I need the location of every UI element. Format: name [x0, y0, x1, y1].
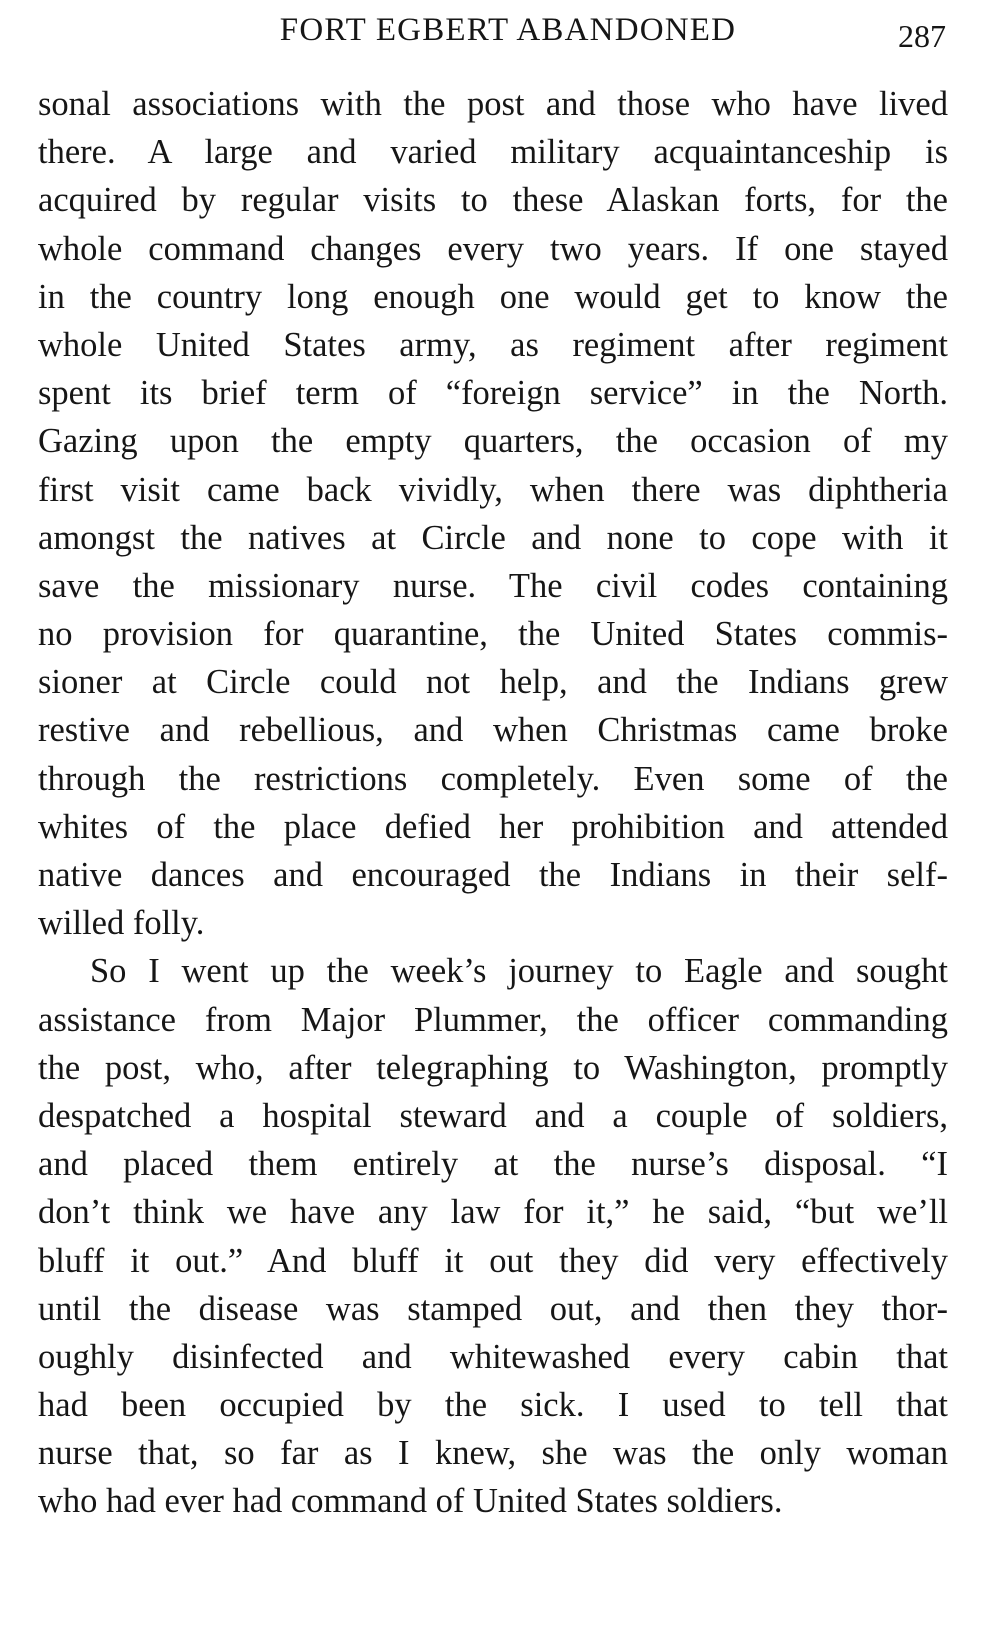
text-line: restive and rebellious, and when Christmas came broke: [38, 711, 948, 750]
paragraph-2: [38, 947, 948, 1525]
page-number: 287: [898, 18, 946, 54]
text-line: sioner at Circle could not help, and the Indians grew: [38, 663, 948, 702]
text-line: through the restrictions completely. Even some of the: [38, 759, 948, 798]
running-title: FORT EGBERT ABANDONED: [279, 12, 737, 48]
text-line: willed folly.: [38, 904, 205, 943]
running-header: [38, 6, 948, 54]
text-line: acquired by regular visits to these Alaskan forts, for the: [38, 181, 948, 220]
text-line: the post, who, after telegraphing to Washington, promptly: [38, 1048, 948, 1087]
text-line: whole command changes every two years. If one stayed: [38, 229, 948, 268]
text-line: there. A large and varied military acquaintanceship is: [38, 133, 948, 172]
text-line: had been occupied by the sick. I used to tell that: [38, 1386, 948, 1425]
text-line: oughly disinfected and whitewashed every cabin that: [38, 1337, 948, 1376]
text-line: assistance from Major Plummer, the officer commanding: [38, 1000, 948, 1039]
paragraph-1: [38, 80, 948, 947]
text-line: So I went up the week’s journey to Eagle and sought: [90, 952, 948, 991]
text-line: no provision for quarantine, the United States commis-: [38, 615, 948, 654]
text-line: sonal associations with the post and those who have lived: [38, 85, 948, 123]
text-line: save the missionary nurse. The civil codes containing: [38, 566, 948, 605]
text-line: despatched a hospital steward and a couple of soldiers,: [38, 1096, 948, 1135]
text-line: nurse that, so far as I knew, she was the only woman: [38, 1434, 948, 1473]
text-line: whites of the place defied her prohibition and attended: [38, 807, 948, 846]
text-line: native dances and encouraged the Indians in their self-: [38, 856, 948, 894]
text-line: don’t think we have any law for it,” he said, “but we’ll: [38, 1193, 948, 1232]
text-line: and placed them entirely at the nurse’s disposal. “I: [38, 1145, 948, 1184]
text-line: whole United States army, as regiment after regiment: [38, 325, 948, 364]
text-line: first visit came back vividly, when there was diphtheria: [38, 470, 948, 509]
text-line: Gazing upon the empty quarters, the occasion of my: [38, 422, 948, 461]
text-line: bluff it out.” And bluff it out they did very effectively: [38, 1241, 948, 1280]
text-line: who had ever had command of United States soldiers.: [38, 1482, 783, 1521]
text-line: spent its brief term of “foreign service” in the North.: [38, 374, 948, 413]
text-line: amongst the natives at Circle and none to cope with it: [38, 518, 948, 557]
body-text: [38, 80, 948, 1526]
text-line: until the disease was stamped out, and then they thor-: [38, 1289, 948, 1328]
text-line: in the country long enough one would get to know the: [38, 277, 948, 316]
